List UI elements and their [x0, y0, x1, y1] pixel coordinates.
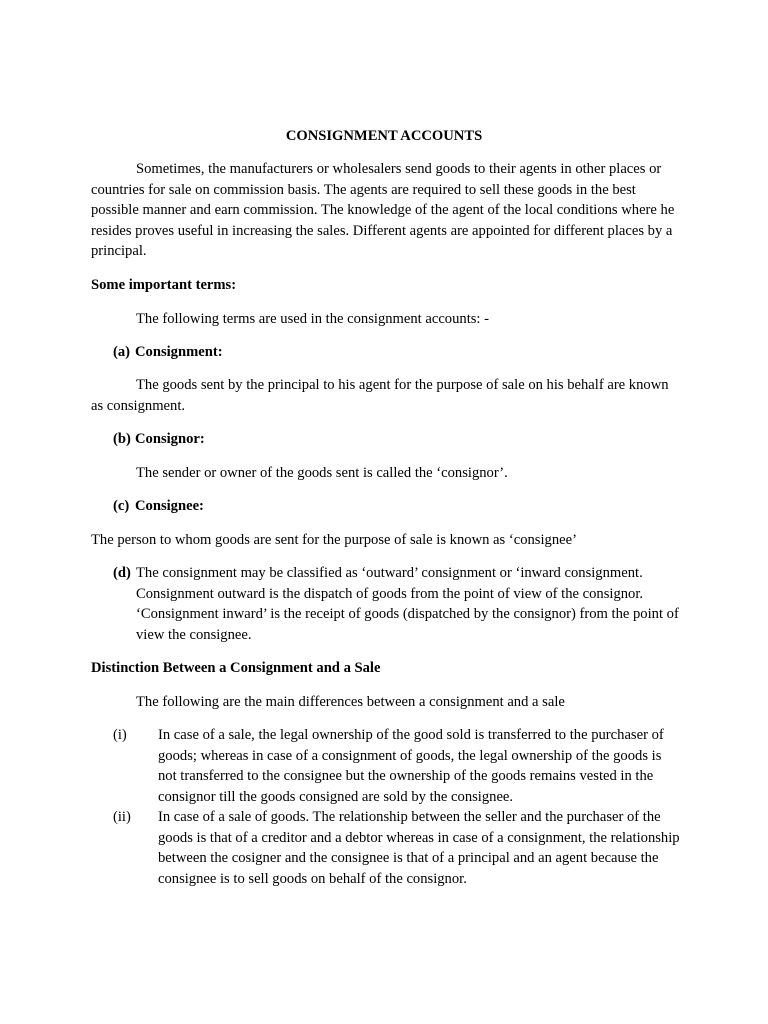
- term-c-definition: The person to whom goods are sent for the purpose of sale is known as ‘consignee’: [91, 532, 577, 548]
- terms-intro: The following terms are used in the consignment accounts: -: [136, 311, 489, 327]
- difference-number: (i): [113, 727, 127, 743]
- term-d-text: The consignment may be classified as ‘outward’ consignment or ‘inward consignment. Consignment outward is the dispatch of goods from the point of view of the consignor. ‘Consignment inward’ is the receipt of goods (dispatched by the consignor) from the point of view the consignee.: [136, 565, 679, 643]
- term-b-marker: (b): [113, 431, 131, 447]
- difference-text: In case of a sale of goods. The relationship between the seller and the purchaser of the goods is that of a creditor and a debtor whereas in case of a consignment, the relationship between the cosigner and the consignee is that of a principal and an agent because the consignee is to sell goods on behalf of the consignor.: [158, 809, 680, 887]
- term-d-marker: (d): [113, 565, 131, 581]
- difference-number: (ii): [113, 809, 131, 825]
- term-a-definition: The goods sent by the principal to his agent for the purpose of sale on his behalf are known as consignment.: [91, 377, 669, 414]
- term-b-label: Consignor:: [135, 431, 205, 447]
- term-a-label: Consignment:: [135, 344, 223, 360]
- page-title: CONSIGNMENT ACCOUNTS: [285, 128, 483, 144]
- difference-text: In case of a sale, the legal ownership of the good sold is transferred to the purchaser of goods; whereas in case of a consignment of goods, the legal ownership of the goods is not transferred to the consignee but the ownership of the goods remains vested in the consignor till the goods consigned are sold by the consignee.: [158, 727, 664, 805]
- term-a-marker: (a): [113, 344, 131, 360]
- distinction-intro: The following are the main differences between a consignment and a sale: [136, 694, 565, 710]
- term-b-definition: The sender or owner of the goods sent is called the ‘consignor’.: [136, 465, 508, 481]
- distinction-heading: Distinction Between a Consignment and a Sale: [91, 660, 381, 676]
- term-c-label: Consignee:: [135, 498, 204, 514]
- term-b-heading: [113, 429, 681, 450]
- intro-paragraph: Sometimes, the manufacturers or wholesalers send goods to their agents in other places or countries for sale on commission basis. The agents are required to sell these goods in the best possible manner and earn commission. The knowledge of the agent of the local conditions where he resides proves useful in increasing the sales. Different agents are appointed for different places by a principal.: [91, 161, 675, 260]
- term-c-marker: (c): [113, 498, 130, 514]
- terms-heading: Some important terms:: [91, 277, 237, 293]
- term-a-heading: [113, 342, 681, 363]
- term-c-heading: [113, 496, 681, 517]
